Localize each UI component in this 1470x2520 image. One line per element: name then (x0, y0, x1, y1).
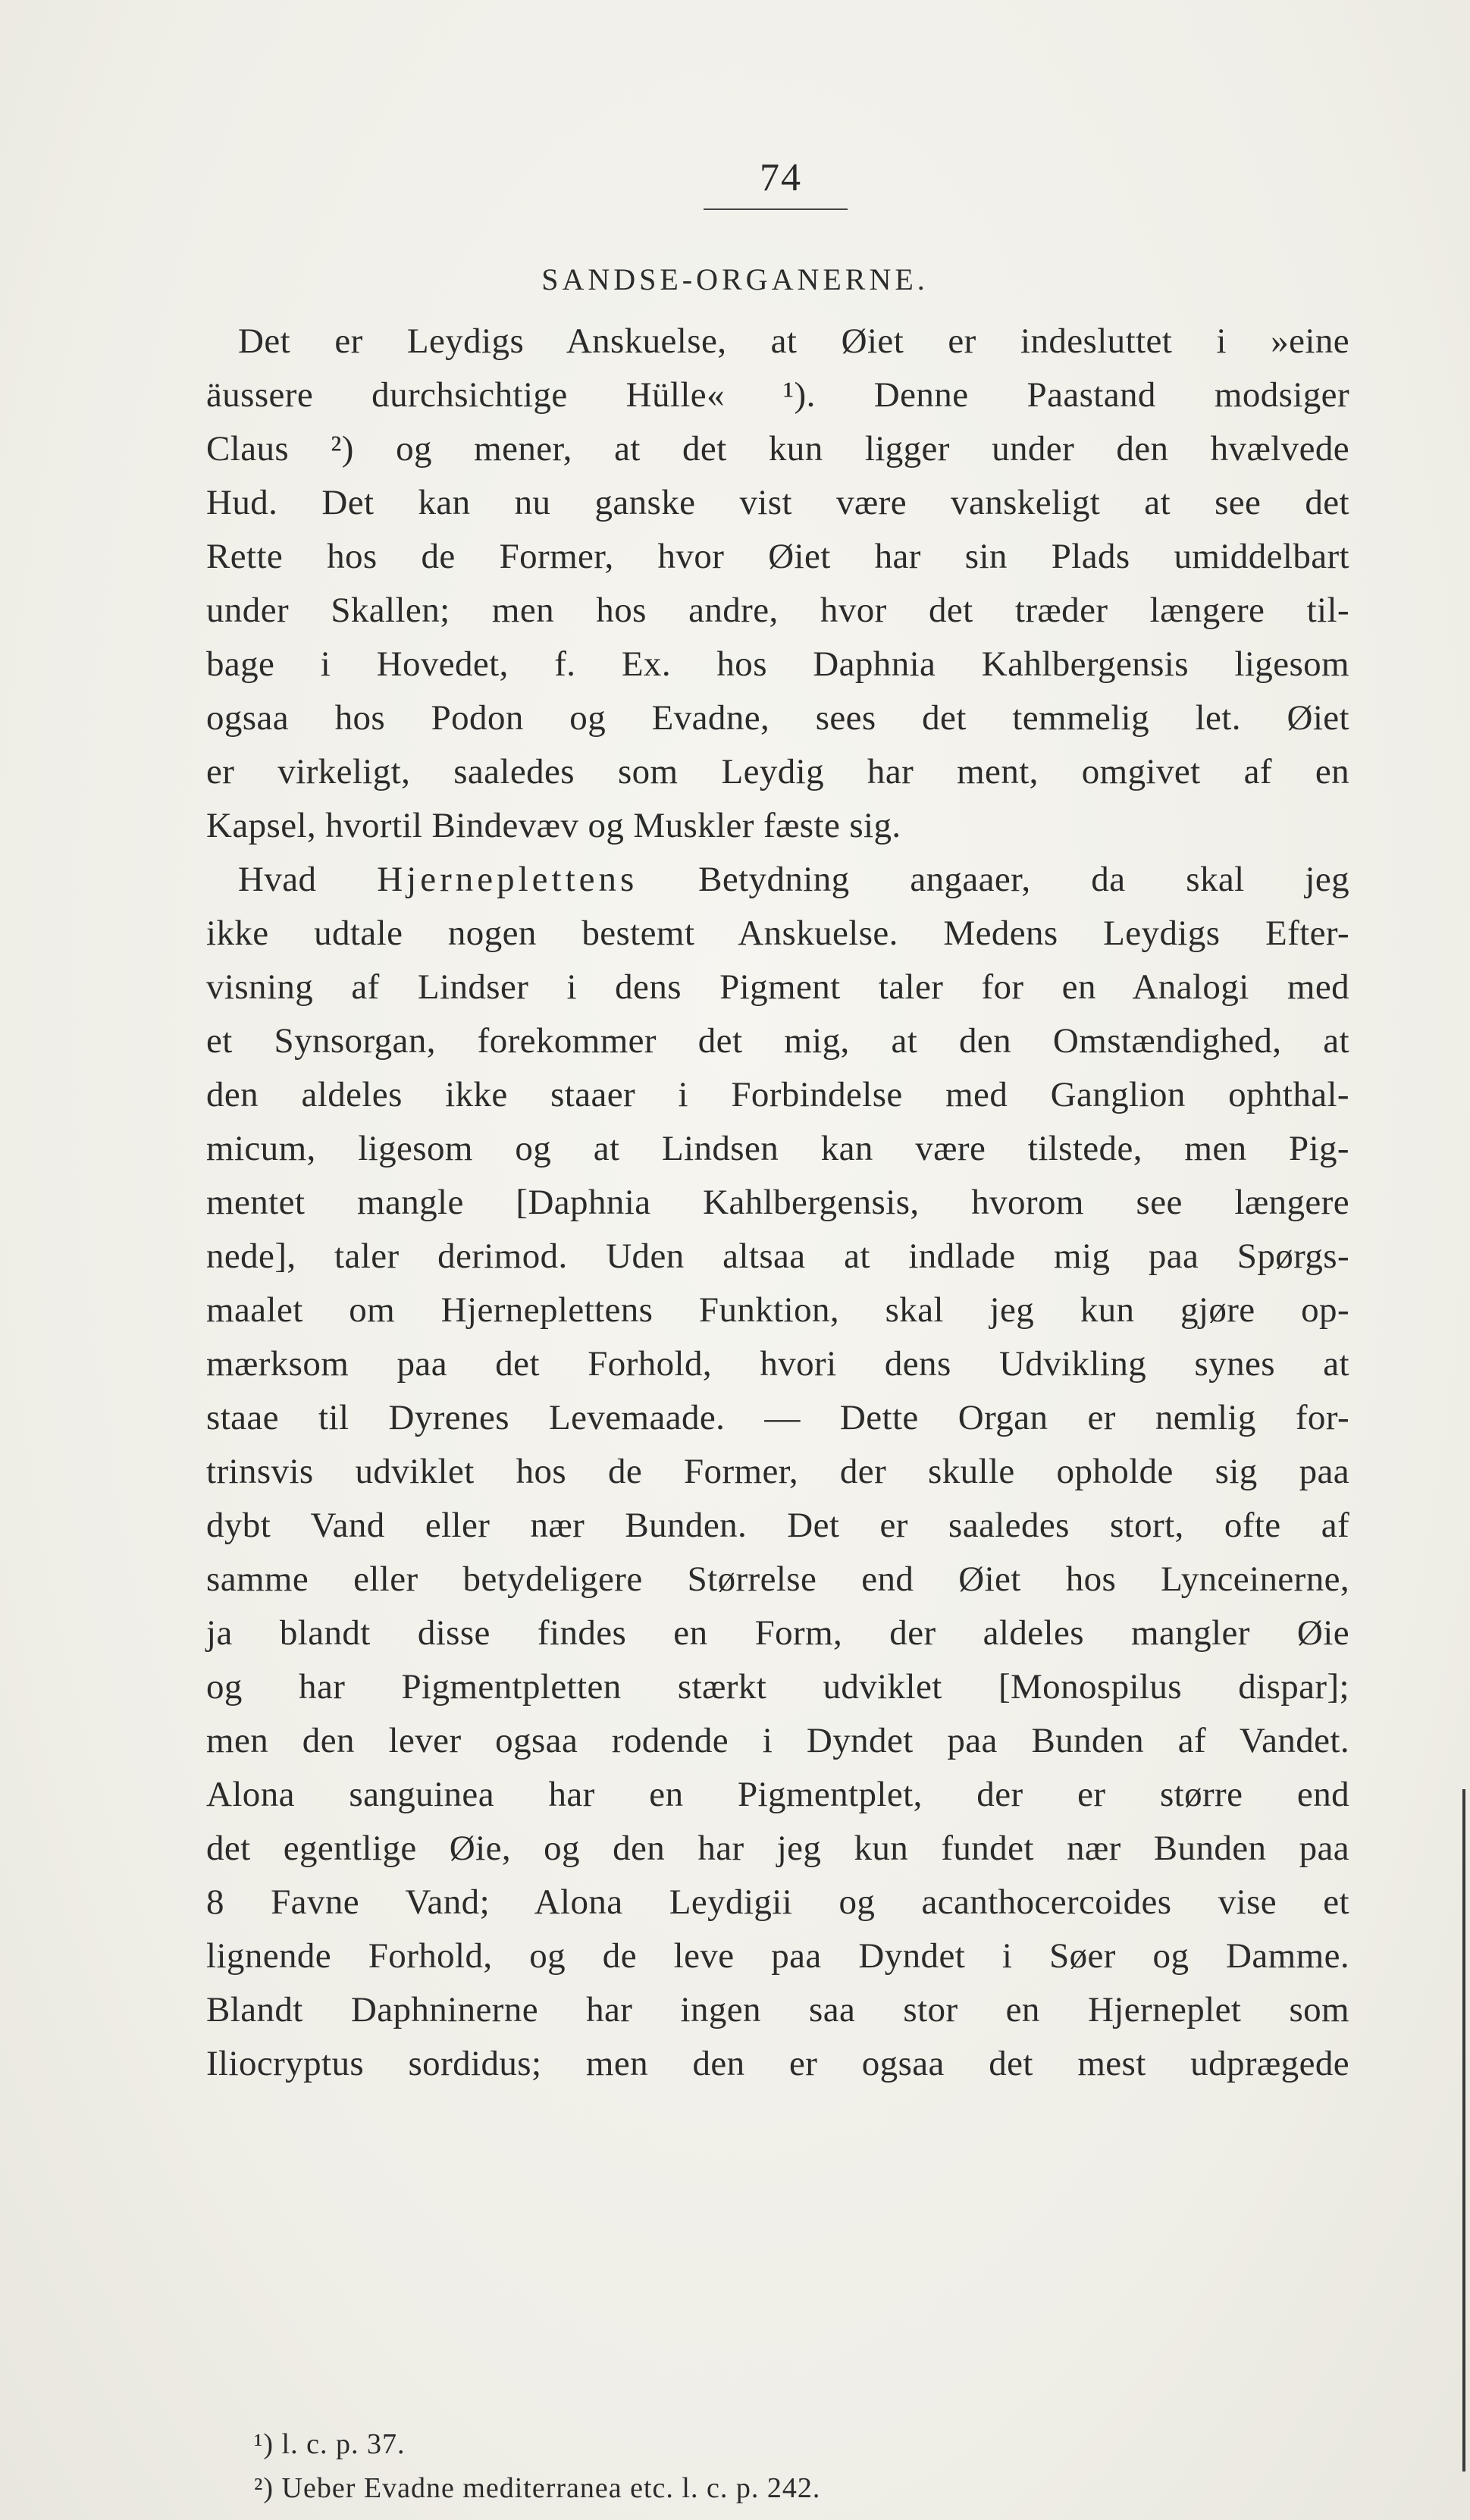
text-line: staae til Dyrenes Levemaade. — Dette Organ er nemlig for- (206, 1398, 1349, 1437)
text-run: Hvad (238, 860, 378, 899)
text-line: mærksom paa det Forhold, hvori dens Udvikling synes at (206, 1344, 1349, 1384)
text-line: Alona sanguinea har en Pigmentplet, der er større end (206, 1775, 1349, 1814)
text-line: men den lever ogsaa rodende i Dyndet paa Bunden af Vandet. (206, 1721, 1349, 1760)
text-line: micum, ligesom og at Lindsen kan være tilstede, men Pig- (206, 1129, 1349, 1168)
page-edge-shadow (1462, 1789, 1465, 2471)
text-line: og har Pigmentpletten stærkt udviklet [Monospilus dispar]; (206, 1667, 1349, 1707)
footnotes (254, 2422, 1240, 2510)
text-line: bage i Hovedet, f. Ex. hos Daphnia Kahlbergensis ligesom (206, 644, 1349, 684)
text-line: under Skallen; men hos andre, hvor det træder længere til- (206, 591, 1349, 630)
running-heading: SANDSE-ORGANERNE. (541, 262, 929, 296)
spaced-term: Hjerneplettens (377, 860, 638, 899)
text-line: Iliocryptus sordidus; men den er ogsaa det mest udprægede (206, 2044, 1349, 2083)
text-line: den aldeles ikke staaer i Forbindelse med Ganglion ophthal- (206, 1075, 1349, 1114)
text-line: Hud. Det kan nu ganske vist være vanskeligt at see det (206, 483, 1349, 522)
text-line: äussere durchsichtige Hülle« ¹). Denne Paastand modsiger (206, 375, 1349, 415)
body-text (206, 315, 1349, 2091)
text-line: 8 Favne Vand; Alona Leydigii og acanthocercoides vise et (206, 1882, 1349, 1922)
text-line: ogsaa hos Podon og Evadne, sees det temmelig let. Øiet (206, 698, 1349, 738)
footnote-2: ²) Ueber Evadne mediterranea etc. l. c. p. 242. (254, 2472, 821, 2504)
text-line (206, 853, 1349, 907)
text-line: Kapsel, hvortil Bindevæv og Muskler fæste sig. (206, 806, 901, 845)
text-line: dybt Vand eller nær Bunden. Det er saaledes stort, ofte af (206, 1506, 1349, 1545)
text-run: Betydning angaaer, da skal jeg (638, 860, 1349, 899)
text-line: mentet mangle [Daphnia Kahlbergensis, hvorom see længere (206, 1183, 1349, 1222)
text-line: lignende Forhold, og de leve paa Dyndet i Søer og Damme. (206, 1936, 1349, 1976)
text-line: Rette hos de Former, hvor Øiet har sin Plads umiddelbart (206, 537, 1349, 576)
text-line: Det er Leydigs Anskuelse, at Øiet er indesluttet i »eine (238, 321, 1349, 361)
text-line: visning af Lindser i dens Pigment taler for en Analogi med (206, 967, 1349, 1007)
text-line: nede], taler derimod. Uden altsaa at indlade mig paa Spørgs- (206, 1236, 1349, 1276)
text-line: maalet om Hjerneplettens Funktion, skal jeg kun gjøre op- (206, 1290, 1349, 1330)
footnote-1: ¹) l. c. p. 37. (254, 2428, 406, 2460)
text-line: et Synsorgan, forekommer det mig, at den Omstændighed, at (206, 1021, 1349, 1061)
page-number-rule (704, 208, 848, 210)
text-line: ikke udtale nogen bestemt Anskuelse. Medens Leydigs Efter- (206, 914, 1349, 953)
text-line: er virkeligt, saaledes som Leydig har ment, omgivet af en (206, 752, 1349, 791)
text-line: ja blandt disse findes en Form, der aldeles mangler Øie (206, 1613, 1349, 1653)
text-line: Blandt Daphninerne har ingen saa stor en Hjerneplet som (206, 1990, 1349, 2029)
page-number: 74 (760, 156, 802, 199)
text-line: Claus ²) og mener, at det kun ligger under den hvælvede (206, 429, 1349, 469)
text-line: det egentlige Øie, og den har jeg kun fundet nær Bunden paa (206, 1829, 1349, 1868)
text-line: samme eller betydeligere Størrelse end Øiet hos Lynceinerne, (206, 1559, 1349, 1599)
text-line: trinsvis udviklet hos de Former, der skulle opholde sig paa (206, 1452, 1349, 1491)
